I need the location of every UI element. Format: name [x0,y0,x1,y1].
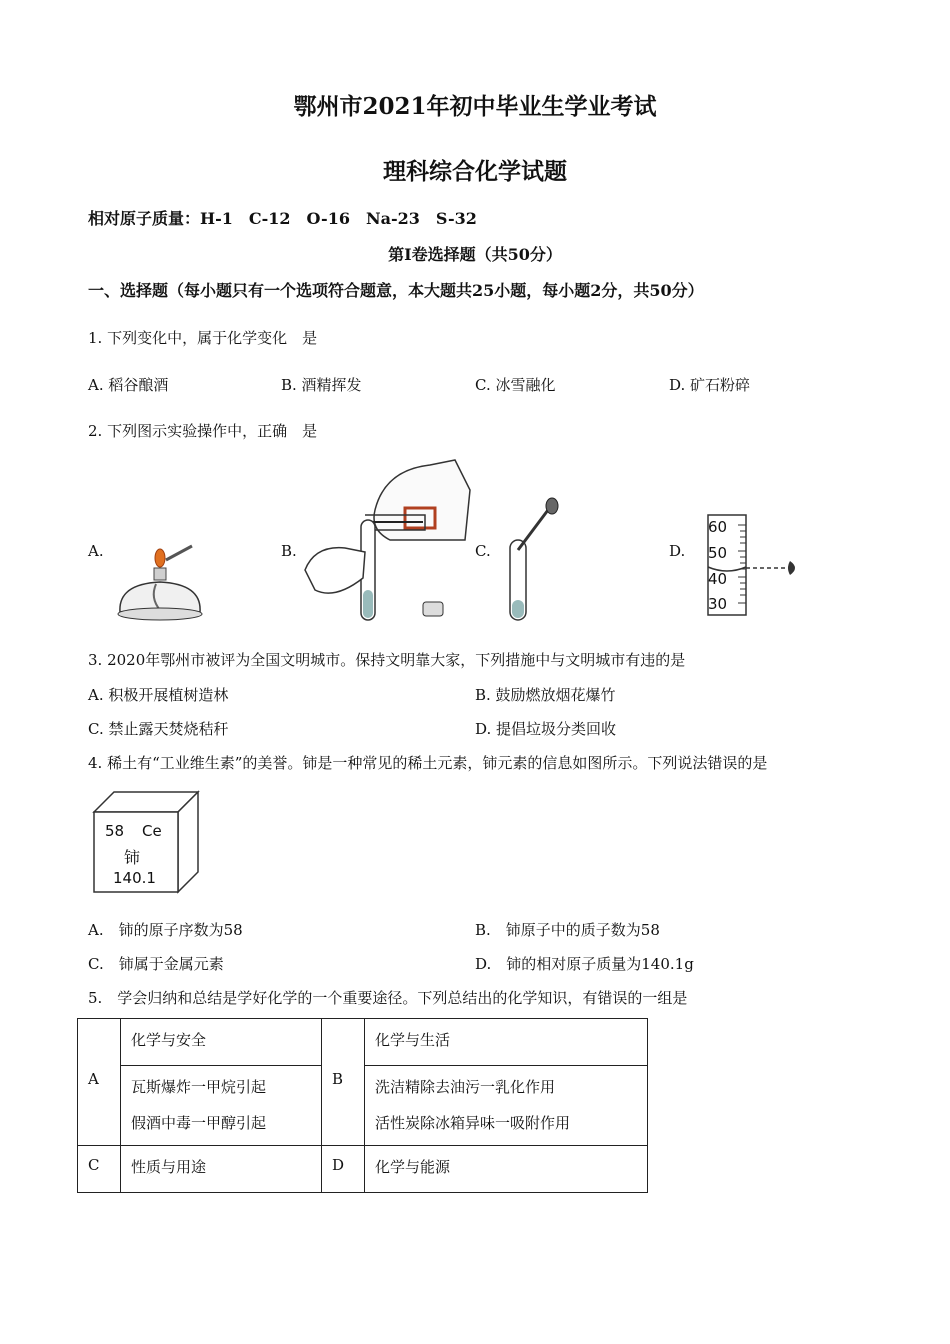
q2-label-c: C. [475,542,491,560]
q3-stem: 3. 2020年鄂州市被评为全国文明城市。保持文明靠大家，下列措施中与文明城市有违的是 [88,651,686,669]
q1-option-b: B. 酒精挥发 [281,376,362,394]
q2-stem: 2. 下列图示实验操作中，正确 是 [88,422,318,440]
q5-cell-d-label: D [322,1146,365,1193]
q4-option-d: D. 铈的相对原子质量为140.1g [475,955,694,973]
section-header: 一、选择题（每小题只有一个选项符合题意，本大题共25小题，每小题2分，共50分） [88,281,704,300]
cylinder-tick-60: 60 [708,518,728,536]
q2-label-b: B. [281,542,297,560]
q4-option-c: C. 铈属于金属元素 [88,955,224,973]
q4-option-b: B. 铈原子中的质子数为58 [475,921,660,939]
cylinder-tick-40: 40 [708,570,728,588]
q2-label-d: D. [669,542,686,560]
q3-option-a: A. 积极开展植树造林 [88,686,229,704]
volume-header: 第Ⅰ卷选择题（共50分） [388,245,562,264]
q3-option-b: B. 鼓励燃放烟花爆竹 [475,686,616,704]
pouring-liquid-figure [305,460,475,630]
q4-option-a: A. 铈的原子序数为58 [88,921,243,939]
q4-stem: 4. 稀土有“工业维生素”的美誉。铈是一种常见的稀土元素，铈元素的信息如图所示。下列说法错误的是 [88,754,768,772]
exam-title: 鄂州市2021年初中毕业生学业考试 [293,93,657,120]
q5-cell-b-title: 化学与生活 [365,1019,648,1066]
q1-option-d: D. 矿石粉碎 [669,376,751,394]
q5-cell-c-title: 性质与用途 [121,1146,322,1193]
q5-cell-c-label: C [78,1146,121,1193]
q5-cell-a-title: 化学与安全 [121,1019,322,1066]
q5-cell-b-label: B [322,1019,365,1146]
q5-cell-b-content: 洗洁精除去油污一乳化作用 活性炭除冰箱异味一吸附作用 [365,1066,648,1146]
q2-label-a: A. [88,542,104,560]
q5-cell-d-title: 化学与能源 [365,1146,648,1193]
element-symbol: Ce [142,822,162,840]
q1-stem: 1. 下列变化中，属于化学变化 是 [88,329,318,347]
q5-table [77,1018,648,1193]
element-name: 铈 [124,848,141,867]
dropper-figure [500,500,570,630]
cylinder-tick-30: 30 [708,595,728,613]
q3-option-c: C. 禁止露天焚烧秸秆 [88,720,229,738]
element-number: 58 [105,822,125,840]
alcohol-lamp-figure [110,540,200,625]
cylinder-tick-50: 50 [708,544,728,562]
q5-stem: 5. 学会归纳和总结是学好化学的一个重要途径。下列总结出的化学知识，有错误的一组是 [88,989,688,1007]
exam-subtitle: 理科综合化学试题 [383,158,567,185]
q3-option-d: D. 提倡垃圾分类回收 [475,720,617,738]
q5-cell-a-content: 瓦斯爆炸一甲烷引起 假酒中毒一甲醇引起 [121,1066,322,1146]
q1-option-a: A. 稻谷酿酒 [88,376,169,394]
q1-option-c: C. 冰雪融化 [475,376,556,394]
q5-cell-a-label: A [78,1019,121,1146]
element-mass: 140.1 [113,869,156,887]
atomic-mass-line: 相对原子质量：H-1 C-12 O-16 Na-23 S-32 [88,209,477,228]
